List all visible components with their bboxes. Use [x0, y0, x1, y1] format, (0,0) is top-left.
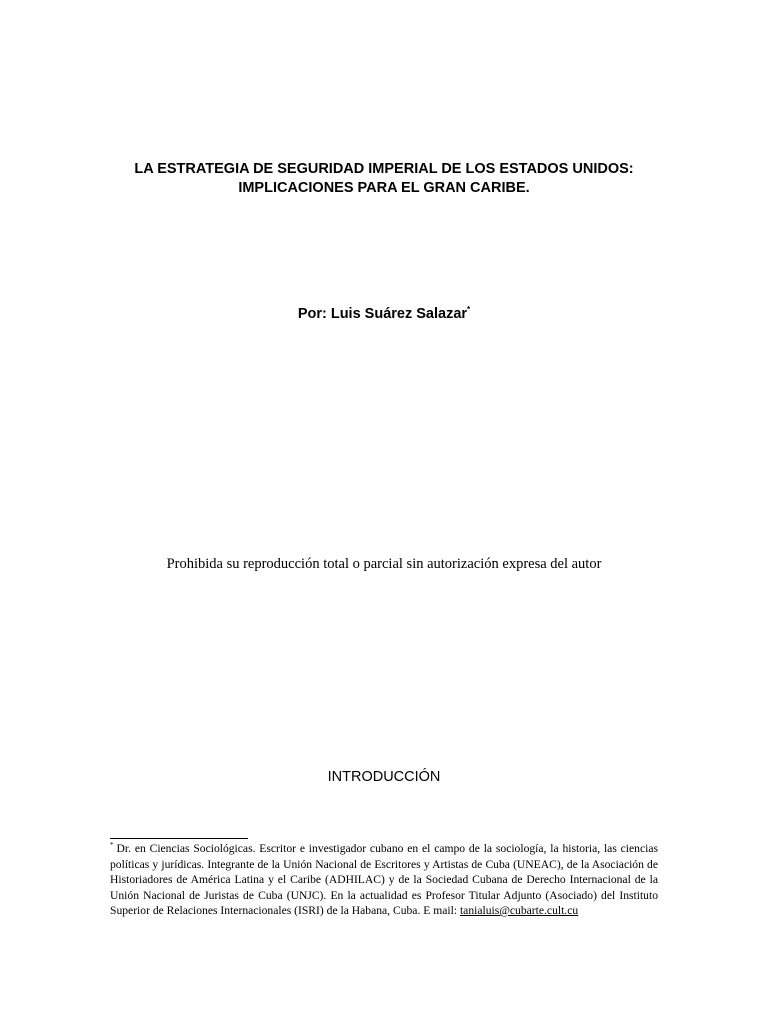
footnote-marker: * [110, 841, 114, 850]
author-footnote [110, 841, 658, 919]
section-heading-introduccion: INTRODUCCIÓN [327, 769, 441, 785]
copyright-notice: Prohibida su reproducción total o parcial sin autorización expresa del autor [166, 556, 602, 572]
author-byline [80, 305, 688, 323]
author-footnote-mark: * [467, 305, 471, 315]
title-line-1: LA ESTRATEGIA DE SEGURIDAD IMPERIAL DE LOS ESTADOS UNIDOS: [134, 161, 634, 177]
author-name: Por: Luis Suárez Salazar [297, 306, 468, 322]
title-line-2: IMPLICACIONES PARA EL GRAN CARIBE. [238, 180, 530, 196]
footnote-separator [110, 838, 248, 839]
document-title [80, 160, 688, 198]
footnote-text: Dr. en Ciencias Sociológicas. Escritor e investigador cubano en el campo de la sociología, la historia, las ciencias políticas y jurídicas. Integrante de la Unión Nacional de Escritores y Artistas de Cuba (UNEAC), de la Asociación de Historiadores de América Latina y el Caribe (ADHILAC) y de la Sociedad Cubana de Derecho Internacional de la Unión Nacional de Juristas de Cuba (UNJC). En la actualidad es Profesor Titular Adjunto (Asociado) del Instituto Superior de Relaciones Internacionales (ISRI) de la Habana, Cuba. E mail: [110, 842, 658, 917]
author-email-link[interactable]: tanialuis@cubarte.cult.cu [459, 904, 579, 917]
